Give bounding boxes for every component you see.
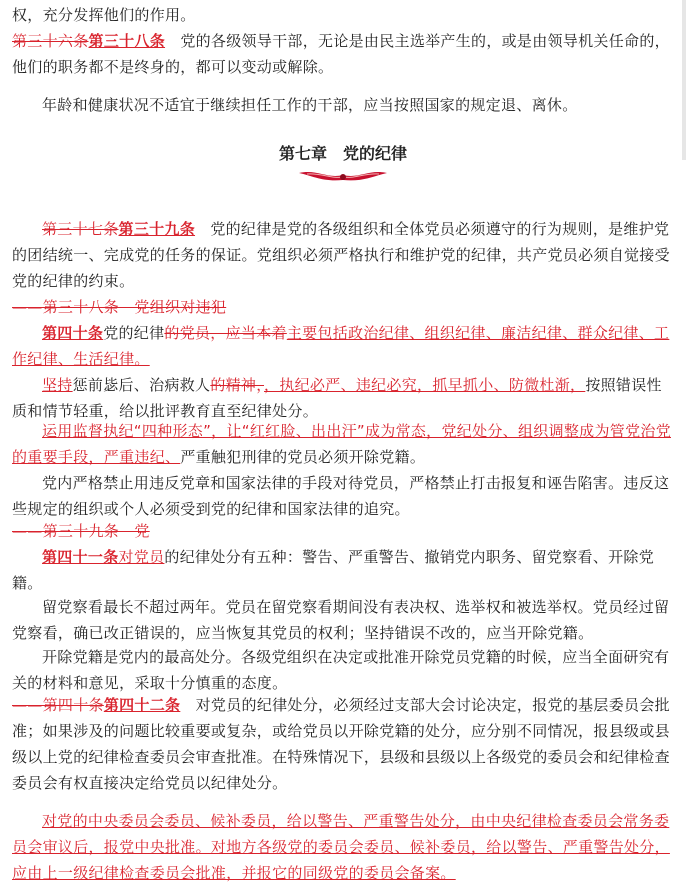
paragraph-deleted-38 bbox=[12, 294, 672, 320]
inserted-article-number: 第四十条 bbox=[42, 324, 104, 342]
paragraph-central-committee bbox=[12, 808, 672, 886]
paragraph-article-39 bbox=[12, 216, 672, 294]
paragraph-probation bbox=[12, 594, 672, 646]
text-span: 权，充分发挥他们的作用。 bbox=[12, 6, 196, 24]
inserted-text: 坚持 bbox=[42, 376, 73, 394]
text-span: 党的各级领导干部，无论是由民主选举产生的，或是由领导机关任命的，他们的职务都不是终身的，都可以变动或解除。 bbox=[12, 32, 670, 76]
text-span: 党的纪律 bbox=[103, 324, 165, 342]
deleted-text: 的党员，应当本着 bbox=[164, 324, 287, 342]
deleted-text: 的精神， bbox=[210, 376, 265, 394]
text-span: 惩前毖后、治病救人 bbox=[72, 376, 211, 394]
ribbon-ornament-icon bbox=[297, 167, 389, 187]
text-span: 对党员的纪律处分，必须经过支部大会讨论决定，报党的基层委员会批准；如果涉及的问题比较重要或复杂，或给党员以开除党籍的处分，应分别不同情况，报县级或县级以上党的纪律检查委员会审查批准。在特殊情况下，县级和县级以上各级党的委员会和纪律检查委员会有权直接决定给党员以纪律处分。 bbox=[12, 696, 670, 792]
inserted-article-number: 第三十九条 bbox=[118, 220, 196, 238]
deleted-text: ——第三十八条 党组织对违犯 bbox=[12, 298, 227, 316]
inserted-text: 主要包括政治纪律、组织纪律、廉洁纪律、群众纪律、工作纪律、生活纪律。 bbox=[12, 324, 670, 368]
paragraph-principles bbox=[12, 372, 672, 424]
paragraph-deleted-39 bbox=[12, 518, 672, 544]
paragraph-article-41 bbox=[12, 544, 672, 596]
inserted-article-number: 第四十一条 bbox=[42, 548, 119, 566]
deleted-article-number: 第三十六条 bbox=[12, 32, 89, 50]
text-span: 党内严格禁止用违反党章和国家法律的手段对待党员，严格禁止打击报复和诬告陷害。违反这些规定的组织或个人必须受到党的纪律和国家法律的追究。 bbox=[12, 474, 670, 518]
paragraph-expulsion bbox=[12, 644, 672, 696]
text-span: 年龄和健康状况不适宜于继续担任工作的干部，应当按照国家的规定退、离休。 bbox=[42, 96, 578, 114]
paragraph-prohibition bbox=[12, 470, 672, 522]
deleted-article-number: ——第四十条 bbox=[12, 696, 104, 714]
inserted-article-number: 第四十二条 bbox=[103, 696, 181, 714]
inserted-text: 对党员 bbox=[118, 548, 165, 566]
paragraph-four-forms bbox=[12, 418, 672, 470]
chapter-title: 第七章 党的纪律 bbox=[278, 144, 407, 163]
inserted-text: ，执纪必严、违纪必究，抓早抓小、防微杜渐， bbox=[264, 376, 586, 394]
paragraph-article-42 bbox=[12, 692, 672, 796]
text-span: 严重触犯刑律的党员必须开除党籍。 bbox=[180, 448, 426, 466]
paragraph-retirement bbox=[12, 92, 672, 118]
inserted-article-number: 第三十八条 bbox=[88, 32, 166, 50]
text-span: 党的纪律是党的各级组织和全体党员必须遵守的行为规则，是维护党的团结统一、完成党的任务的保证。党组织必须严格执行和维护党的纪律，共产党员必须自觉接受党的纪律的约束。 bbox=[12, 220, 670, 290]
text-span: 的纪律处分有五种：警告、严重警告、撤销党内职务、留党察看、开除党籍。 bbox=[12, 548, 655, 592]
paragraph-article-38 bbox=[12, 28, 672, 80]
deleted-article-number: 第三十七条 bbox=[42, 220, 119, 238]
inserted-text: 运用监督执纪“四种形态”，让“红红脸、出出汗”成为常态，党纪处分、组织调整成为管党治党的重要手段，严重违纪、 bbox=[12, 422, 671, 466]
inserted-text: 对党的中央委员会委员、候补委员，给以警告、严重警告处分，由中央纪律检查委员会常务委员会审议后，报党中央批准。对地方各级党的委员会委员、候补委员，给以警告、严重警告处分，应由上一级纪律检查委员会批准，并报它的同级党的委员会备案。 bbox=[12, 812, 670, 882]
paragraph-article-40 bbox=[12, 320, 672, 372]
text-span: 开除党籍是党内的最高处分。各级党组织在决定或批准开除党员党籍的时候，应当全面研究有关的材料和意见，采取十分慎重的态度。 bbox=[12, 648, 670, 692]
text-span: 留党察看最长不超过两年。党员在留党察看期间没有表决权、选举权和被选举权。党员经过留党察看，确已改正错误的，应当恢复其党员的权利；坚持错误不改的，应当开除党籍。 bbox=[12, 598, 670, 642]
scrollbar-edge[interactable] bbox=[682, 0, 686, 160]
paragraph-continuation bbox=[12, 2, 672, 28]
text-span: 按照错误性质和情节轻重，给以批评教育直至纪律处分。 bbox=[12, 376, 662, 420]
deleted-text: ——第三十九条 党 bbox=[12, 522, 150, 540]
